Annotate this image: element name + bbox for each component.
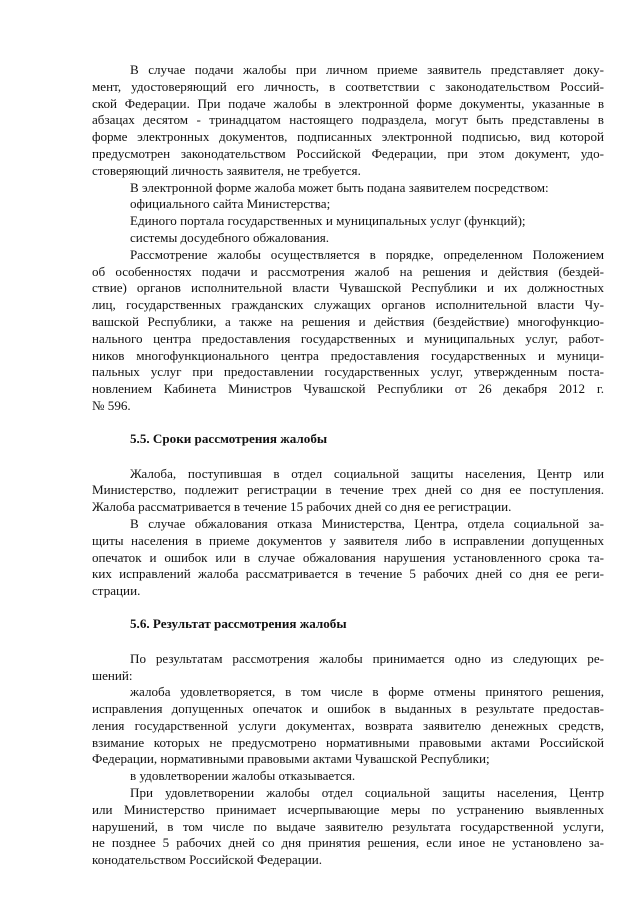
text-line: пальных услуг при предоставлении государственных услуг, утвержденным поста- — [92, 364, 604, 380]
text-line: ких исправлений жалоба рассматривается в течение 5 рабочих дней со дня ее реги- — [92, 566, 604, 582]
text-line: ления государственной услуги документах, возврата заявителю денежных средств, — [92, 717, 604, 733]
text-line: не позднее 5 рабочих дней со дня принятия решения, если иное не установлено за- — [92, 835, 604, 851]
document-page — [92, 62, 604, 869]
list-item-ministry-site: официального сайта Министерства; — [130, 196, 331, 212]
text-line: конодательством Российской Федерации. — [92, 852, 322, 868]
text-line: Министерство, подлежит регистрации в течение трех дней со дня ее поступления. — [92, 482, 604, 498]
paragraph-complaint-satisfied — [92, 684, 604, 768]
paragraph-identity-document — [92, 62, 604, 180]
text-line: исправления допущенных опечаток и ошибок в выданных в результате предостав- — [92, 701, 604, 717]
text-line: или Министерство принимает исчерпывающие меры по устранению выявленных — [92, 801, 604, 817]
text-line: щиты населения в приеме документов у заявителя либо в исправлении допущенных — [92, 532, 604, 548]
text-line: новлением Кабинета Министров Чувашской Республики от 26 декабря 2012 г. — [92, 381, 604, 397]
text-line: Федерации, нормативными правовыми актами Чувашской Республики; — [92, 751, 490, 767]
text-line: лиц, государственных гражданских служащих органов исполнительной власти Чу- — [92, 297, 604, 313]
paragraph-remedy-measures — [92, 785, 604, 869]
text-line: стоверяющий личность заявителя, не требуется. — [92, 162, 361, 178]
text-line: ствие) органов исполнительной власти Чувашской Республики и их должностных — [92, 280, 604, 296]
text-line: № 596. — [92, 397, 131, 413]
text-line: ской Федерации. При подаче жалобы в электронной форме документы, указанные в — [92, 95, 604, 111]
text-line: ников многофункционального центра предоставления государственных и муници- — [92, 347, 604, 363]
text-line: мент, удостоверяющий его личность, в соответствии с законодательством Россий- — [92, 78, 604, 94]
paragraph-refusal-appeal — [92, 516, 604, 600]
text-line: В случае подачи жалобы при личном приеме заявитель представляет доку- — [130, 62, 604, 77]
section-heading-5-6: 5.6. Результат рассмотрения жалобы — [130, 615, 347, 631]
text-line: нарушений, в том числе по выдаче заявителю результата государственной услуги, — [92, 818, 604, 834]
paragraph-registration-terms — [92, 466, 604, 516]
text-line: В случае обжалования отказа Министерства, Центра, отдела социальной за- — [130, 515, 604, 531]
text-line: предусмотрен законодательством Российской Федерации, при этом документ, удо- — [92, 145, 604, 161]
section-heading-5-5: 5.5. Сроки рассмотрения жалобы — [130, 430, 328, 446]
text-line: об особенностях подачи и рассмотрения жалоб на решения и действия (бездей- — [92, 263, 604, 279]
text-line: Рассмотрение жалобы осуществляется в порядке, определенном Положением — [130, 246, 604, 262]
text-line: жалоба удовлетворяется, в том числе в форме отмены принятого решения, — [130, 684, 604, 700]
text-line: нального центра предоставления государственных и муниципальных услуг, работ- — [92, 330, 604, 346]
text-line: шений: — [92, 667, 133, 683]
paragraph-review-procedure — [92, 247, 604, 415]
text-line: взимание которых не предусмотрено нормативными правовыми актами Российской — [92, 734, 604, 750]
text-line: форме электронных документов, подписанных электронной подписью, вид которой — [92, 129, 604, 145]
paragraph-decisions — [92, 651, 604, 685]
text-line: По результатам рассмотрения жалобы принимается одно из следующих ре- — [130, 650, 604, 666]
text-line: При удовлетворении жалобы отдел социальной защиты населения, Центр — [130, 785, 604, 801]
text-line: Жалоба рассматривается в течение 15 рабочих дней со дня ее регистрации. — [92, 499, 512, 515]
text-line: страции. — [92, 583, 141, 599]
list-item-unified-portal: Единого портала государственных и муниципальных услуг (функций); — [130, 213, 526, 229]
text-line: вашской Республики, а также на решения и действия (бездействие) многофункцио- — [92, 313, 604, 329]
paragraph-electronic-form: В электронной форме жалоба может быть подана заявителем посредством: — [130, 179, 549, 195]
text-line: Жалоба, поступившая в отдел социальной защиты населения, Центр или — [130, 465, 604, 481]
list-item-appeal-system: системы досудебного обжалования. — [130, 229, 330, 245]
paragraph-complaint-rejected: в удовлетворении жалобы отказывается. — [130, 768, 356, 784]
text-line: абзацах десятом - тринадцатом настоящего подраздела, могут быть представлены в — [92, 112, 604, 128]
text-line: опечаток и ошибок или в случае обжалования нарушения установленного срока та- — [92, 549, 604, 565]
